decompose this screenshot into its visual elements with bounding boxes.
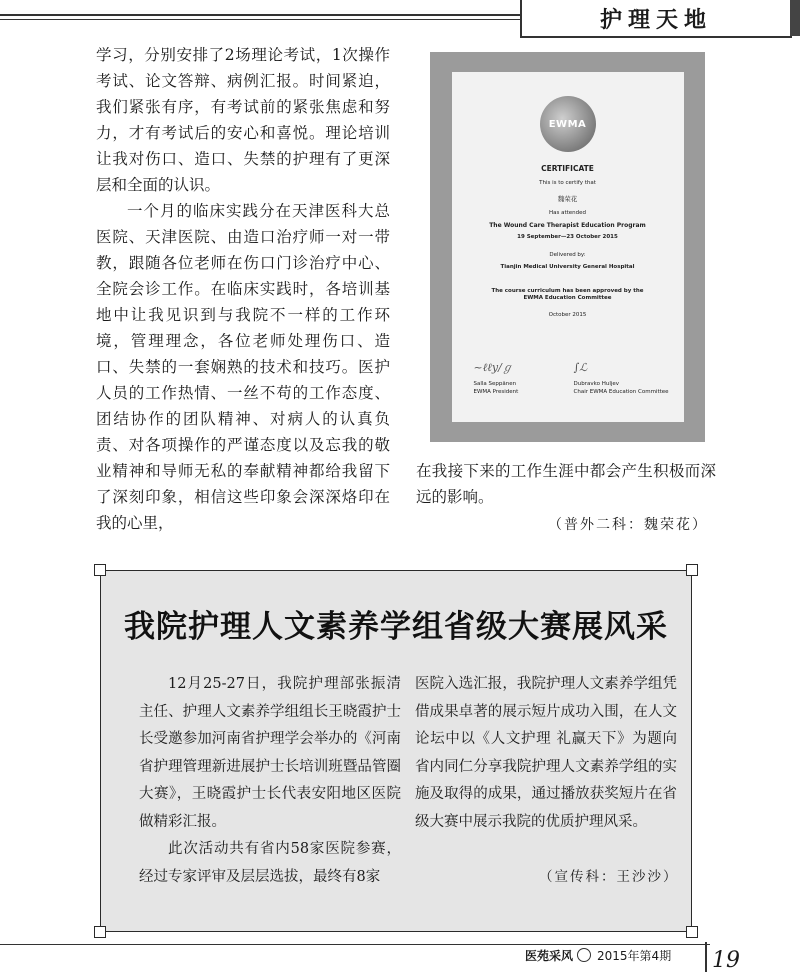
header-rule [0,14,540,16]
section-title: 护理天地 [520,0,792,38]
signature-block-president: ~ℓℓy∕ℊ Salla Seppänen EWMA President [473,361,519,395]
page-number: 19 [712,948,740,973]
issue-date: October 2015 [548,312,587,318]
article-title: 我院护理人文素养学组省级大赛展风采 [124,609,668,645]
recipient-name: 魏荣花 [557,195,578,203]
right-column-text [416,458,716,510]
certificate-heading: CERTIFICATE [541,164,594,173]
frame-corner [686,564,698,576]
magazine-logo-icon [577,948,591,962]
handwritten-signature: ∫ℒ [573,361,588,374]
paragraph: 学习，分别安排了2场理论考试，1次操作考试、论文答辩、病例汇报。时间紧迫，我们紧张有序，有考试前的紧张焦虑和努力，才有考试后的安心和喜悦。理论培训让我对伤口、造口、失禁的护理有了更深层和全面的认识。 [96,46,390,194]
article-right-column [415,671,677,836]
page-number-bar [705,942,707,972]
attended-line: Has attended [548,210,587,216]
paragraph: 医院入选汇报，我院护理人文素养学组凭借成果卓著的展示短片成功入围，在人文论坛中以《人文护理 礼赢天下》为题向省内同仁分享我院护理人文素养学组的实施及取得的成果，通过播放获奖短片在省级大赛中展示我院的优质护理风采。 [415,676,677,830]
signature-block-chair: ∫ℒ Dubravko Huljev Chair EWMA Education Committee [573,361,669,395]
magazine-name: 医苑采风 [525,948,574,963]
paragraph: 一个月的临床实践分在天津医科大总医院、天津医院、由造口治疗师一对一带教，跟随各位老师在伤口门诊治疗中心、全院会诊工作。在临床实践时，各培训基地中让我见识到与我院不一样的工作环境，管理理念，各位老师处理伤口、造口、失禁的一套娴熟的技术和技巧。医护人员的工作热情、一丝不苟的工作态度、团结协作的团队精神、对病人的认真负责、对各项操作的严谨态度以及忘我的敬业精神和导师无私的奉献精神都给我留下了深刻印象，相信这些印象会深深烙印在我的心里， [96,202,390,532]
certificate-document [452,72,684,422]
left-column-text [96,42,390,536]
issue-label: 2015年第4期 [597,948,672,963]
paragraph: 12月25-27日，我院护理部张振清主任、护理人文素养学组组长王晓霞护士长受邀参加河南省护理学会举办的《河南省护理管理新进展护士长培训班暨品管圈大赛》，王晓霞护士长代表安阳地区医院做精彩汇报。 [139,676,401,830]
certify-line: This is to certify that [539,180,596,186]
delivered-by: Delivered by: [549,252,586,258]
program-name: The Wound Care Therapist Education Program [489,222,646,229]
handwritten-signature: ~ℓℓy∕ℊ [473,361,513,374]
header-rule [0,19,540,20]
approval-note: The course curriculum has been approved by the EWMA Education Committee [491,288,644,301]
footer [525,944,705,966]
header-accent [790,0,800,36]
certificate-photo [430,52,705,442]
frame-corner [686,926,698,938]
paragraph: 此次活动共有省内58家医院参赛，经过专家评审及层层选拔，最终有8家 [139,841,401,885]
author-signature: （普外二科：魏荣花） [548,517,708,533]
article-left-column [139,671,401,891]
ewma-logo: EWMA [540,96,596,152]
program-dates: 19 September—23 October 2015 [517,234,618,240]
frame-corner [94,564,106,576]
article-box [100,570,692,932]
paragraph: 在我接下来的工作生涯中都会产生积极而深远的影响。 [416,462,716,506]
hospital-name: Tianjin Medical University General Hospital [500,264,635,270]
frame-corner [94,926,106,938]
article-signature: （宣传科：王沙沙） [539,869,679,885]
